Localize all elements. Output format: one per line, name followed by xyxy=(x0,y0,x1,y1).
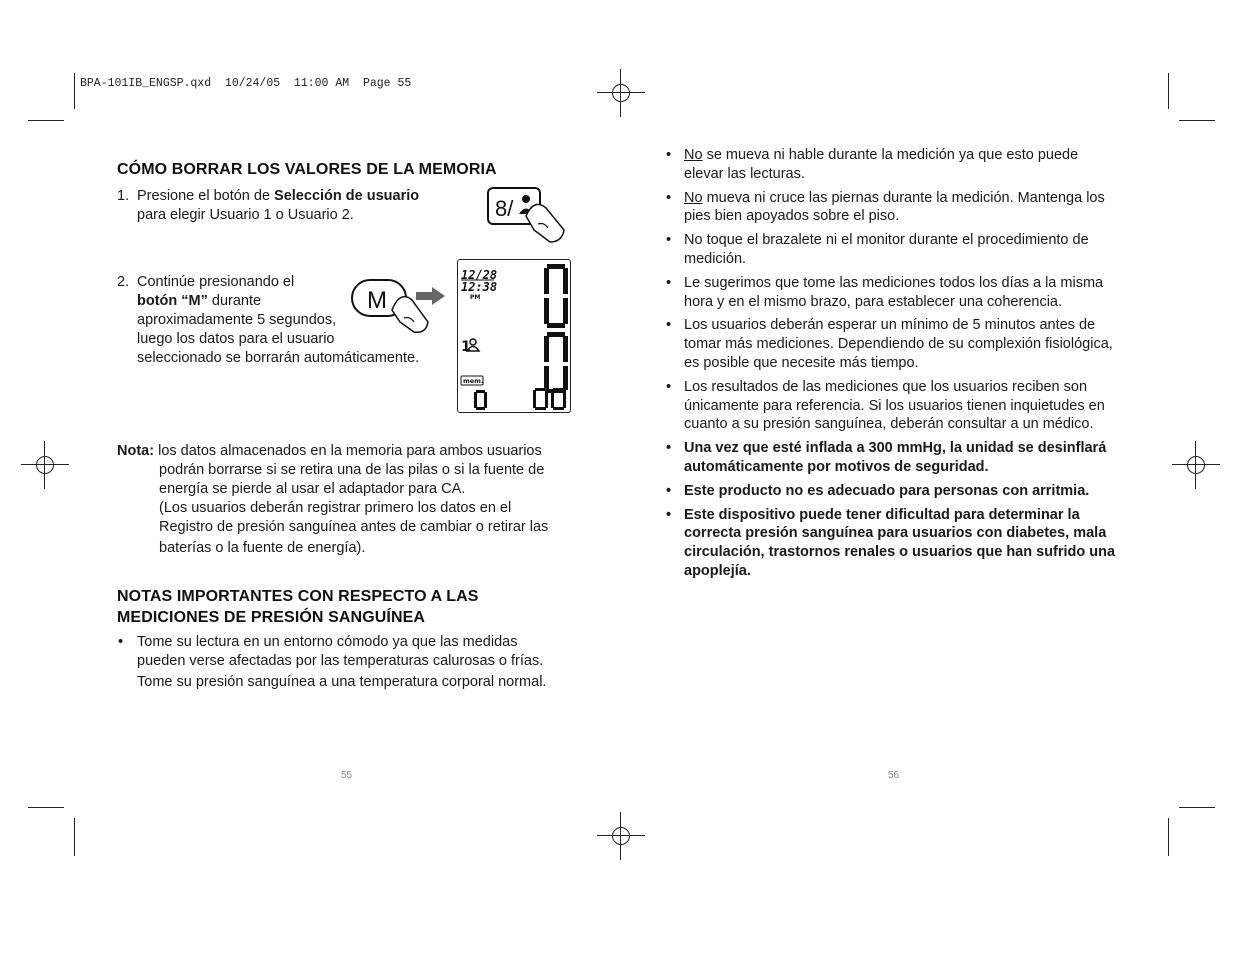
right-bullet-item xyxy=(664,274,1116,312)
right-bullet-item xyxy=(664,506,1116,581)
crop-mark xyxy=(74,73,75,109)
note-line: baterías o la fuente de energía). xyxy=(159,540,366,556)
bullet-text: se mueva ni hable durante la medición ya que esto puede elevar las lecturas. xyxy=(684,147,1079,182)
page-number-left: 55 xyxy=(341,770,353,781)
left-bullet xyxy=(117,633,587,692)
left-bullet-line: Tome su presión sanguínea a una temperatura corporal normal. xyxy=(137,674,547,690)
right-bullet-item xyxy=(664,482,1116,501)
bullet-text: Una vez que esté inflada a 300 mmHg, la unidad se desinflará automáticamente por motivos de seguridad. xyxy=(684,440,1107,475)
lcd-mem-label: mem. xyxy=(463,377,484,385)
step-2-line3: aproximadamente 5 segundos, xyxy=(137,312,337,328)
crop-mark xyxy=(1179,807,1215,808)
registration-mark xyxy=(597,812,645,860)
section-title-notas-line2: MEDICIONES DE PRESIÓN SANGUÍNEA xyxy=(117,609,426,626)
bullet-text: Este producto no es adecuado para personas con arritmia. xyxy=(684,482,1090,499)
step-2-line2: durante xyxy=(207,293,262,309)
right-bullet-list xyxy=(664,146,1116,586)
arrow-right-icon xyxy=(416,286,446,306)
crop-mark xyxy=(1168,73,1169,109)
crop-mark xyxy=(74,818,75,856)
page-number-right: 56 xyxy=(888,770,900,781)
step-1-pre: Presione el botón de xyxy=(137,188,275,204)
step-1-bold: Selección de usuario xyxy=(274,188,420,204)
note-line: podrán borrarse si se retira una de las pilas o si la fuente de xyxy=(159,462,545,478)
underlined-word: No xyxy=(684,189,703,206)
note-line: (Los usuarios deberán registrar primero los datos en el xyxy=(159,500,512,516)
file-slug: BPA-101IB_ENGSP.qxd 10/24/05 11:00 AM Page 55 xyxy=(80,77,412,90)
right-bullet-item xyxy=(664,378,1116,434)
note-label: Nota: xyxy=(117,443,155,459)
bullet-text: Este dispositivo puede tener dificultad para determinar la correcta presión sanguínea para usuarios con diabetes, mala circulación, trastornos renales o usuarios que han sufrido una apoplejía. xyxy=(684,506,1116,579)
user-select-button-label: 8/ xyxy=(495,196,514,221)
right-bullet-item xyxy=(664,146,1116,184)
lcd-display-graphic xyxy=(458,260,570,412)
step-2-line5: seleccionado se borrarán automáticamente. xyxy=(137,350,420,366)
crop-mark xyxy=(1168,818,1169,856)
note-line: Registro de presión sanguínea antes de cambiar o retirar las xyxy=(159,519,549,535)
section-title-borrar: CÓMO BORRAR LOS VALORES DE LA MEMORIA xyxy=(117,161,497,178)
note-line: los datos almacenados en la memoria para ambos usuarios xyxy=(158,443,542,459)
user-select-button-illustration xyxy=(486,186,566,246)
bullet-text: Los resultados de las mediciones que los usuarios reciben son únicamente para referencia. Si los usuarios tienen inquietudes en cuanto a su presión sanguínea, deberán consultar a un médico. xyxy=(684,378,1105,433)
lcd-display xyxy=(457,259,571,413)
lcd-user-number: 1 xyxy=(461,339,471,355)
left-bullet-line: pueden verse afectadas por las temperaturas calurosas o frías. xyxy=(137,653,544,669)
right-bullet-item xyxy=(664,439,1116,477)
m-button-label: M xyxy=(367,287,387,314)
section-title-notas xyxy=(117,586,479,628)
step-2-line4: luego los datos para el usuario xyxy=(137,331,335,347)
bullet-text: Le sugerimos que tome las mediciones todos los días a la misma hora y en el mismo brazo, para establecer una coherencia. xyxy=(684,274,1104,310)
step-1-number: 1. xyxy=(117,188,130,204)
step-2-line1: Continúe presionando el xyxy=(137,274,295,290)
step-2-bold: botón “M” xyxy=(137,293,208,309)
lcd-ampm: PM xyxy=(470,294,481,301)
registration-mark xyxy=(1172,441,1220,489)
right-bullet-item xyxy=(664,189,1116,227)
bullet-text: mueva ni cruce las piernas durante la medición. Mantenga los pies bien apoyados sobre el piso. xyxy=(684,189,1105,225)
left-bullet-line: Tome su lectura en un entorno cómodo ya que las medidas xyxy=(137,634,518,650)
step-1 xyxy=(117,187,467,225)
m-button-illustration xyxy=(350,276,450,336)
lcd-time: 12:38 xyxy=(461,280,498,294)
bullet-text: No toque el brazalete ni el monitor durante el procedimiento de medición. xyxy=(684,232,1089,267)
bullet-text: Los usuarios deberán esperar un mínimo de 5 minutos antes de tomar más mediciones. Dependiendo de su complexión fisiológica, es posible que necesite más tiempo. xyxy=(684,317,1113,371)
right-bullet-item xyxy=(664,231,1116,269)
crop-mark xyxy=(28,807,64,808)
crop-mark xyxy=(1179,120,1215,121)
underlined-word: No xyxy=(684,147,703,163)
crop-mark xyxy=(28,120,64,121)
note-line: energía se pierde al usar el adaptador para CA. xyxy=(159,481,466,497)
section-title-notas-line1: NOTAS IMPORTANTES CON RESPECTO A LAS xyxy=(117,588,479,605)
bullet-dot: • xyxy=(118,634,124,650)
step-2-number: 2. xyxy=(117,274,130,290)
step-1-post: para elegir Usuario 1 o Usuario 2. xyxy=(137,207,354,223)
right-bullet-item xyxy=(664,316,1116,372)
note-block xyxy=(117,442,577,558)
person-icon xyxy=(522,195,530,203)
lcd-date: 12/28 xyxy=(461,268,498,282)
registration-mark xyxy=(21,441,69,489)
registration-mark xyxy=(597,69,645,117)
